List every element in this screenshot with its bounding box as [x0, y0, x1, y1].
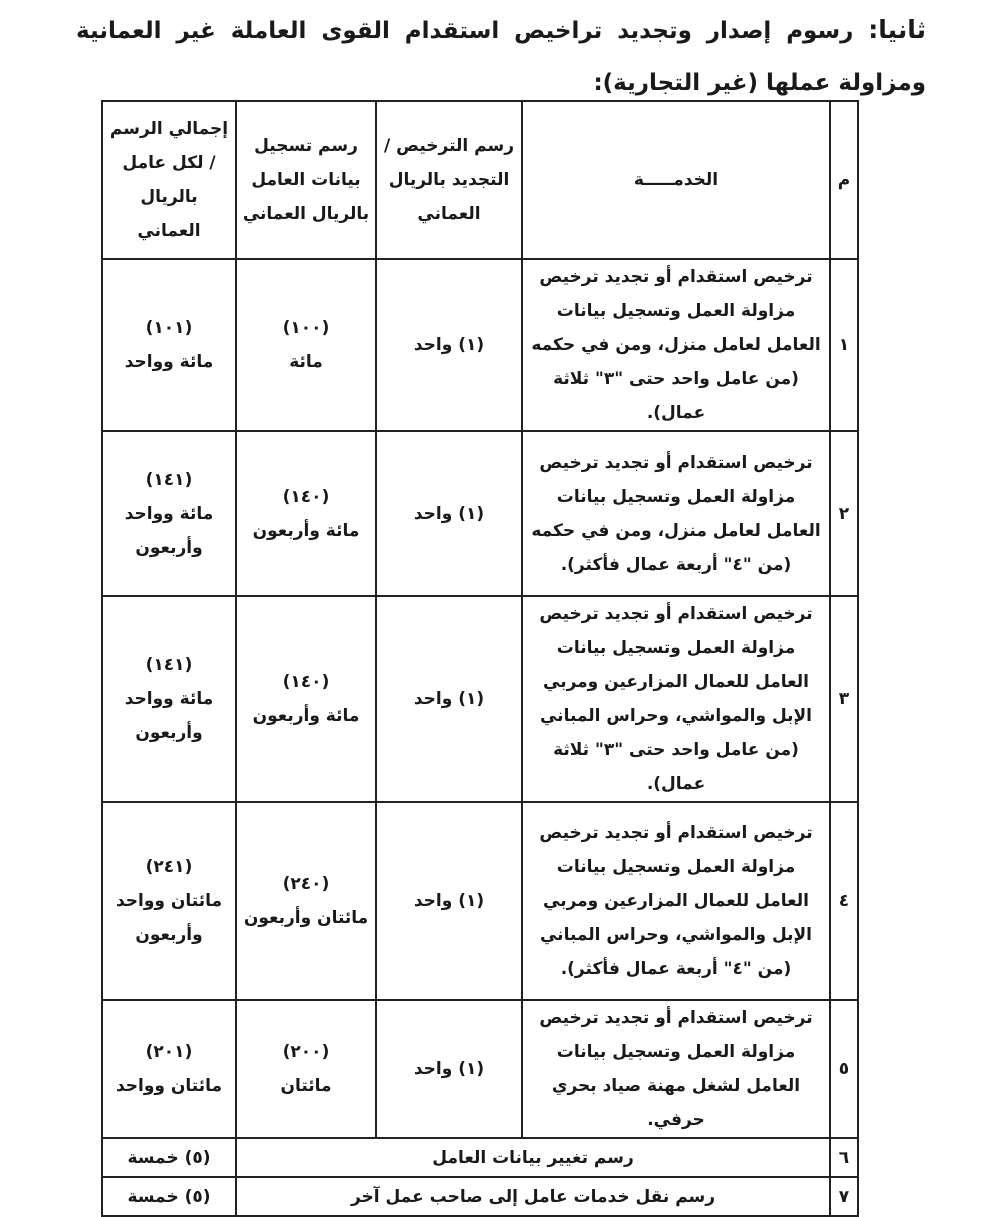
total-fee-number: (٢٠١) [145, 1042, 193, 1062]
registration-fee-number: (١٤٠) [282, 486, 330, 507]
row-registration-fee [236, 596, 376, 802]
row-total-fee [102, 1000, 236, 1138]
row-total-fee [102, 259, 236, 431]
row-total-fee [102, 431, 236, 596]
total-fee-words: مائة وواحد وأربعون [124, 503, 214, 558]
table-row [102, 596, 858, 802]
registration-fee-number: (٢٠٠) [282, 1042, 330, 1062]
total-fee-words: مائتان وواحد وأربعون [115, 891, 223, 945]
table-header-row [102, 101, 858, 259]
total-fee-number: (١٤١) [145, 655, 193, 675]
row-license-fee: (١) واحد [376, 431, 522, 596]
registration-fee-words: مائتان [280, 1076, 332, 1096]
row-service: ترخيص استقدام أو تجديد ترخيص مزاولة العمل وتسجيل بيانات العامل لعامل منزل، ومن في حكمه (من "٤" أربعة عمال فأكثر). [522, 431, 830, 596]
row-registration-fee [236, 802, 376, 1000]
header-registration-fee: رسم تسجيل بيانات العامل بالريال العماني [236, 101, 376, 259]
row-total-fee: (٥) خمسة [102, 1138, 236, 1177]
table-row [102, 259, 858, 431]
table-row [102, 1177, 858, 1216]
total-fee-number: (٢٤١) [145, 857, 193, 877]
section-heading [76, 4, 926, 109]
row-num: ٤ [830, 802, 858, 1000]
table-row [102, 431, 858, 596]
registration-fee-words: مائة وأربعون [252, 520, 360, 541]
row-service: رسم تغيير بيانات العامل [236, 1138, 830, 1177]
registration-fee-number: (٢٤٠) [282, 874, 330, 894]
row-registration-fee [236, 431, 376, 596]
row-service: ترخيص استقدام أو تجديد ترخيص مزاولة العمل وتسجيل بيانات العامل لشغل مهنة صياد بحري حرفي. [522, 1000, 830, 1138]
total-fee-number: (١٤١) [145, 469, 193, 490]
row-total-fee [102, 596, 236, 802]
row-num: ١ [830, 259, 858, 431]
row-num: ٦ [830, 1138, 858, 1177]
row-registration-fee [236, 1000, 376, 1138]
registration-fee-number: (١٤٠) [282, 672, 330, 692]
row-license-fee: (١) واحد [376, 596, 522, 802]
registration-fee-number: (١٠٠) [282, 318, 330, 338]
fees-table [101, 100, 859, 1217]
table-row [102, 802, 858, 1000]
section-heading-text: رسوم إصدار وتجديد تراخيص استقدام القوى العاملة غير العمانية ومزاولة عملها (غير التجارية): [76, 18, 926, 96]
row-service: ترخيص استقدام أو تجديد ترخيص مزاولة العمل وتسجيل بيانات العامل للعمال المزارعين ومربي الإبل والمواشي، وحراس المباني (من عامل واحد حتى "٣" ثلاثة عمال). [522, 596, 830, 802]
row-total-fee [102, 802, 236, 1000]
row-license-fee: (١) واحد [376, 802, 522, 1000]
row-license-fee: (١) واحد [376, 259, 522, 431]
row-total-fee: (٥) خمسة [102, 1177, 236, 1216]
table-row [102, 1000, 858, 1138]
row-num: ٥ [830, 1000, 858, 1138]
header-license-fee: رسم الترخيص / التجديد بالريال العماني [376, 101, 522, 259]
header-service: الخدمـــــة [522, 101, 830, 259]
total-fee-words: مائتان وواحد [115, 1076, 223, 1096]
header-num: م [830, 101, 858, 259]
table-row [102, 1138, 858, 1177]
section-heading-lead: ثانيا: [868, 15, 926, 44]
row-license-fee: (١) واحد [376, 1000, 522, 1138]
registration-fee-words: مائة وأربعون [252, 706, 360, 726]
row-service: ترخيص استقدام أو تجديد ترخيص مزاولة العمل وتسجيل بيانات العامل لعامل منزل، ومن في حكمه (من عامل واحد حتى "٣" ثلاثة عمال). [522, 259, 830, 431]
row-service: ترخيص استقدام أو تجديد ترخيص مزاولة العمل وتسجيل بيانات العامل للعمال المزارعين ومربي الإبل والمواشي، وحراس المباني (من "٤" أربعة عمال فأكثر). [522, 802, 830, 1000]
registration-fee-words: مائة [289, 352, 323, 372]
row-num: ٧ [830, 1177, 858, 1216]
row-num: ٣ [830, 596, 858, 802]
total-fee-words: مائة وواحد [124, 352, 214, 372]
row-registration-fee [236, 259, 376, 431]
row-service: رسم نقل خدمات عامل إلى صاحب عمل آخر [236, 1177, 830, 1216]
total-fee-number: (١٠١) [145, 318, 193, 338]
header-total-fee: إجمالي الرسم / لكل عامل بالريال العماني [102, 101, 236, 259]
total-fee-words: مائة وواحد وأربعون [124, 689, 214, 743]
registration-fee-words: مائتان وأربعون [243, 908, 369, 928]
row-num: ٢ [830, 431, 858, 596]
